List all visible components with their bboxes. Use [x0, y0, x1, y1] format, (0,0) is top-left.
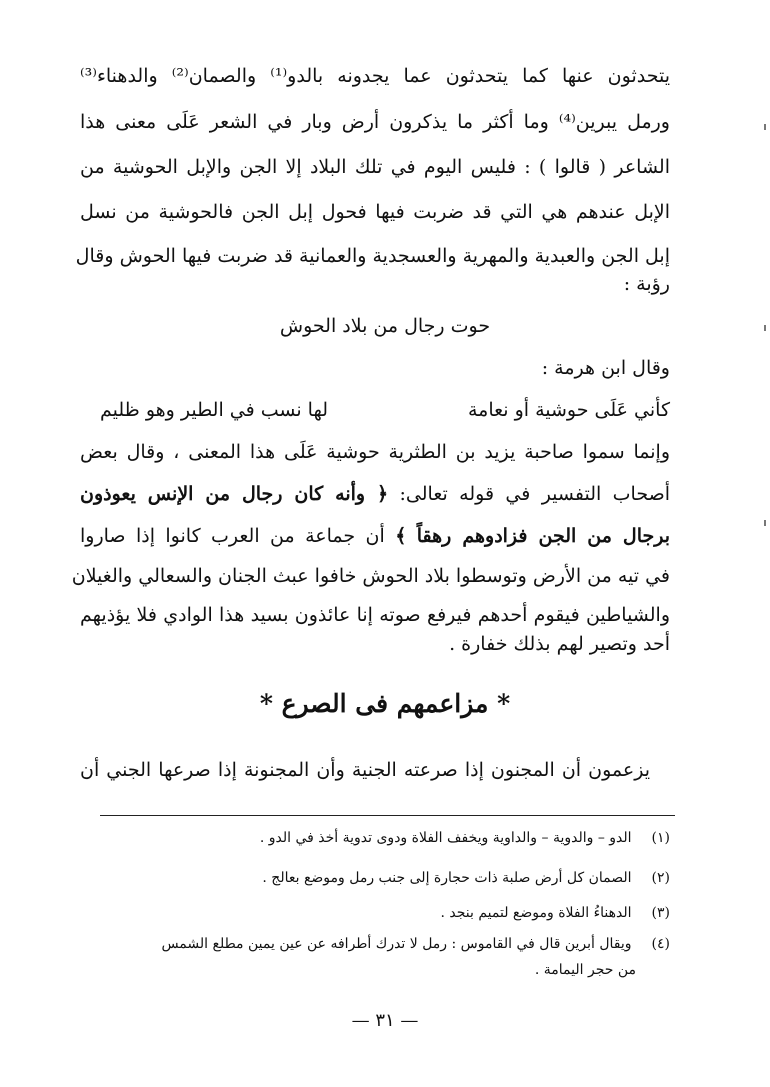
footnote-text: الدهناءُ الفلاة وموضع لتميم بنجد .: [440, 905, 632, 921]
footnote-4-continuation: من حجر اليمامة .: [534, 962, 636, 978]
footnote-text: الصمان كل أرض صلبة ذات حجارة إلى جنب رمل وموضع بعالج .: [262, 870, 632, 886]
quran-verse-close: ﴾: [395, 525, 407, 547]
para2-line-1: وإنما سموا صاحبة يزيد بن الطثرية حوشية عَلَى هذا المعنى ، وقال بعض: [80, 441, 670, 463]
verse-second-hemistich: لها نسب في الطير وهو ظليم: [100, 399, 329, 421]
footnote-2: [70, 868, 670, 888]
footnote-number: (٤): [651, 936, 670, 952]
footnote-number: (٣): [651, 905, 670, 921]
footnote-number: (٢): [651, 870, 670, 886]
footnote-rule: [100, 815, 675, 816]
para2-line-6: أحد وتصير لهم بذلك خفارة .: [449, 633, 670, 655]
footnote-text: ويقال أبرين قال في القاموس : رمل لا تدرك أطرافه عن عين يمين مطلع الشمس: [161, 936, 632, 952]
page-number: — ٣١ —: [351, 1010, 419, 1031]
verse-first-hemistich: كأني عَلَى حوشية أو نعامة: [467, 399, 670, 421]
tafsir-intro: أصحاب التفسير في قوله تعالى:: [399, 483, 670, 505]
scan-mark: [764, 124, 766, 130]
section-heading: * مزاعمهم فى الصرع *: [259, 689, 511, 718]
quran-verse-part1: ﴿ وأنه كان رجال من الإنس يعوذون: [80, 483, 389, 505]
verse-rubah: حوت رجال من بلاد الحوش: [279, 315, 491, 337]
footnote-1: [70, 828, 670, 848]
para2-line-3: [80, 524, 670, 548]
footnote-number: (١): [651, 830, 670, 846]
body-line-3: الشاعر ( قالوا ) : فليس اليوم في تلك البلاد إلا الجن والإبل الحوشية من: [80, 156, 670, 178]
scan-mark: [764, 325, 766, 331]
para2-line-5: والشياطين فيقوم أحدهم فيرفع صوته إنا عائذون بسيد هذا الوادي فلا يؤذيهم: [80, 604, 670, 626]
scan-mark: [764, 520, 766, 526]
para2-line-4: في تيه من الأرض وتوسطوا بلاد الحوش خافوا عبث الجنان والسعالي والغيلان: [71, 565, 670, 587]
para2-line-2: [80, 482, 670, 506]
section-first-line: يزعمون أن المجنون إذا صرعته الجنية وأن المجنونة إذا صرعها الجني أن: [80, 759, 650, 781]
body-line-5: إبل الجن والعبدية والمهرية والعسجدية والعمانية قد ضربت فيها الحوش وقال: [75, 245, 670, 267]
body-line-1: يتحدثون عنها كما يتحدثون عما يجدونه بالدو⁽¹⁾ والصمان⁽²⁾ والدهناء⁽³⁾: [80, 65, 670, 87]
ibn-harma-intro: وقال ابن هرمة :: [541, 357, 670, 379]
footnote-text: الدو – والدوية – والداوية ويخفف الفلاة ودوى تدوية أخذ في الدو .: [259, 830, 632, 846]
para2-line-3-rest: أن جماعة من العرب كانوا إذا صاروا: [80, 525, 385, 547]
body-line-4: الإبل عندهم هي التي قد ضربت فيها فحول إبل الجن فالحوشية من نسل: [80, 201, 670, 223]
footnote-3: [70, 903, 670, 923]
quran-verse-part2: برجال من الجن فزادوهم رهقاً: [416, 525, 671, 547]
body-line-6: رؤبة :: [623, 273, 670, 295]
footnote-4: [70, 934, 670, 954]
body-line-2: ورمل يبرين⁽⁴⁾ وما أكثر ما يذكرون أرض وبار في الشعر عَلَى معنى هذا: [80, 111, 670, 133]
